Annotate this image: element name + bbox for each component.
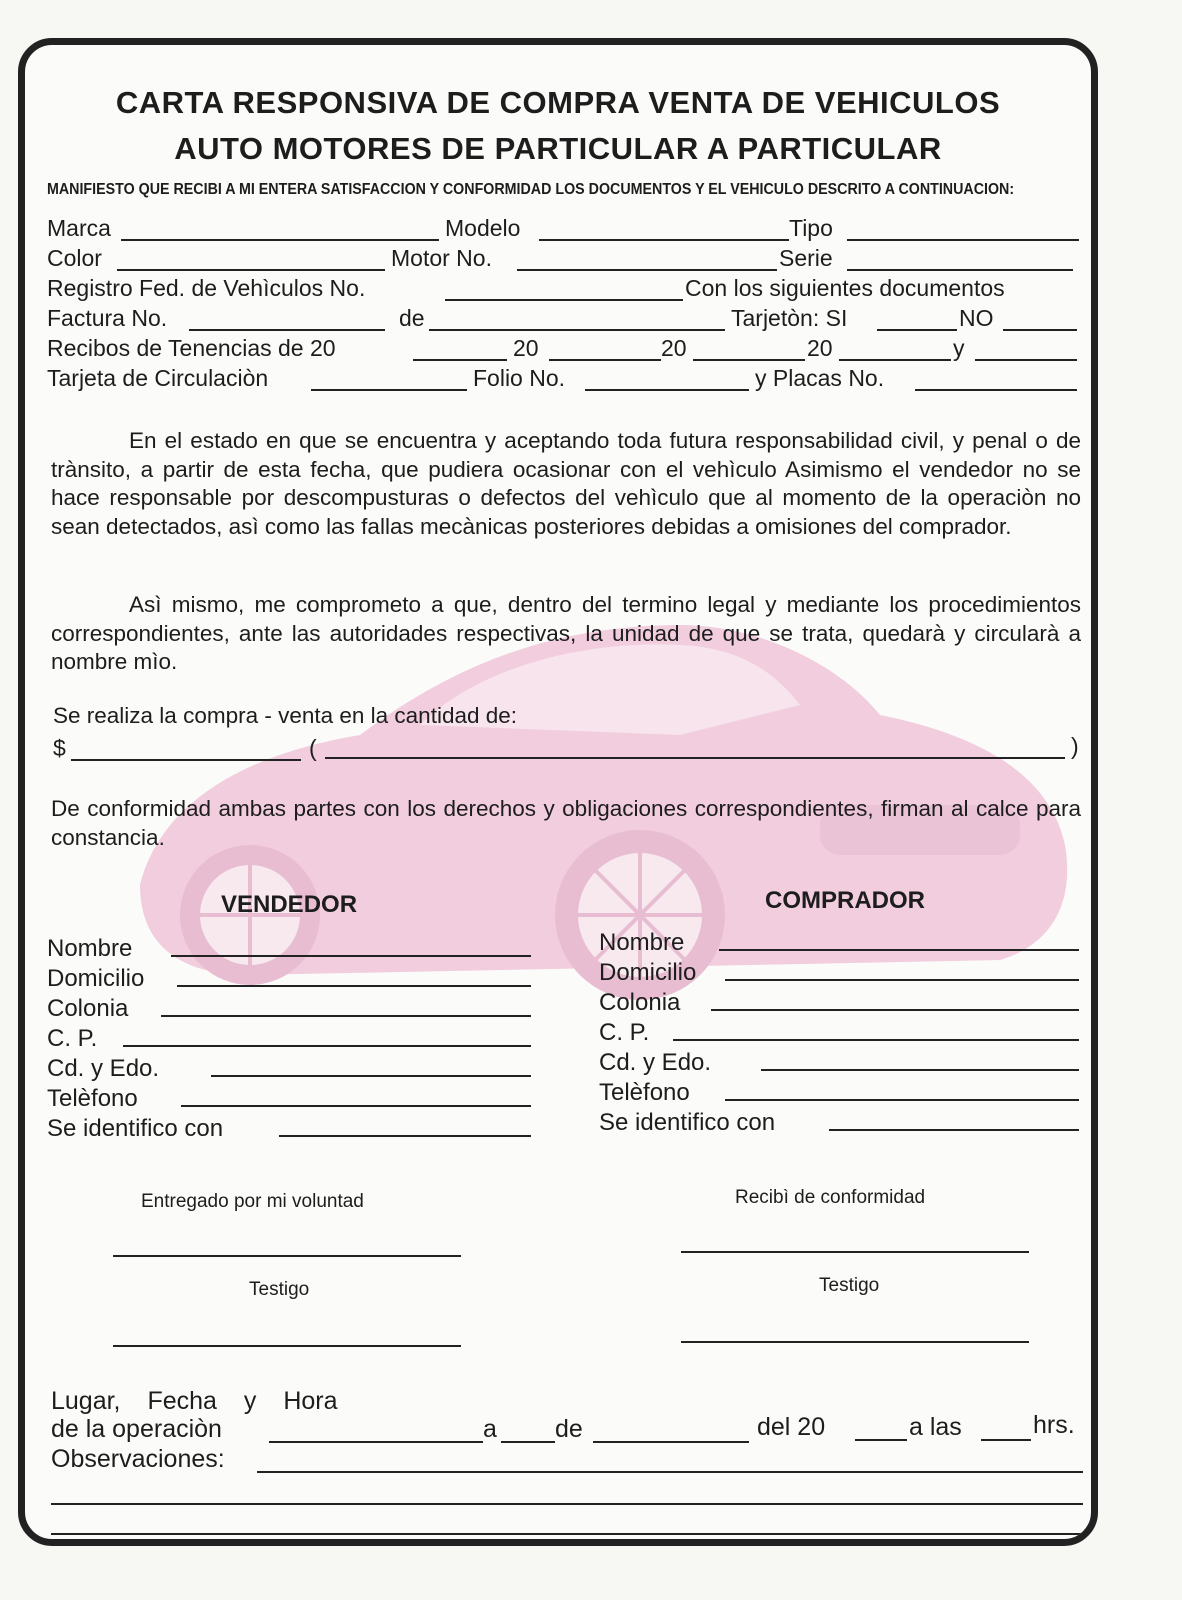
comprador-nombre-label: Nombre: [599, 929, 685, 956]
factura-label: Factura No.: [47, 305, 168, 331]
lugar-fecha-label: Lugar, Fecha y Hora: [51, 1387, 338, 1415]
tipo-label: Tipo: [789, 215, 833, 241]
observaciones-line-3[interactable]: [51, 1533, 1083, 1535]
open-paren: (: [309, 735, 317, 761]
tarjeton-si-field[interactable]: [877, 329, 957, 331]
tenencia-y-label: y: [953, 335, 965, 361]
observaciones-line-2[interactable]: [51, 1503, 1083, 1505]
comprador-signature-line[interactable]: [681, 1251, 1029, 1253]
vehicle-row-3: [47, 275, 1077, 305]
factura-de-label: de: [399, 305, 425, 331]
hora-label: a las: [909, 1413, 962, 1441]
vendedor-cp-field[interactable]: [123, 1045, 531, 1047]
comprador-identificacion-field[interactable]: [829, 1129, 1079, 1131]
document-subtitle-title: AUTO MOTORES DE PARTICULAR A PARTICULAR: [174, 131, 942, 166]
folio-field[interactable]: [585, 389, 749, 391]
motor-label: Motor No.: [391, 245, 492, 271]
commitment-paragraph: Asì mismo, me comprometo a que, dentro del termino legal y mediante los procedimientos correspondientes, ante las autoridades respectivas, la unidad de que se trata, quedarà y circularà a nombre mìo.: [51, 592, 1081, 674]
placas-label: y Placas No.: [755, 365, 885, 391]
comprador-ciudad-field[interactable]: [761, 1069, 1079, 1071]
dollar-sign: $: [53, 735, 66, 761]
vendedor-cp-label: C. P.: [47, 1025, 98, 1052]
comprador-cp-label: C. P.: [599, 1019, 650, 1046]
comprador-colonia-field[interactable]: [711, 1009, 1079, 1011]
vendedor-telefono-field[interactable]: [181, 1105, 531, 1107]
vendedor-heading: VENDEDOR: [221, 891, 358, 918]
modelo-label: Modelo: [445, 215, 521, 241]
vendedor-identificacion-field[interactable]: [279, 1135, 531, 1137]
modelo-field[interactable]: [539, 239, 789, 241]
vendedor-signature-label: Entregado por mi voluntad: [141, 1191, 364, 1212]
folio-label: Folio No.: [473, 365, 566, 391]
conformity-paragraph: De conformidad ambas partes con los derechos y obligaciones correspondientes, firman al calce para constancia.: [51, 796, 1081, 850]
registro-label: Registro Fed. de Vehìculos No.: [47, 275, 366, 301]
anio-field[interactable]: [855, 1439, 907, 1441]
comprador-heading: COMPRADOR: [765, 887, 925, 914]
operacion-label: de la operaciòn: [51, 1415, 222, 1443]
tipo-field[interactable]: [847, 239, 1079, 241]
comprador-telefono-field[interactable]: [725, 1099, 1079, 1101]
vendedor-domicilio-field[interactable]: [177, 985, 531, 987]
tenencia-4-field[interactable]: [839, 359, 951, 361]
comprador-colonia-label: Colonia: [599, 989, 681, 1016]
vehicle-row-1: [47, 215, 1077, 245]
observaciones-line-1[interactable]: [257, 1471, 1083, 1473]
vendedor-nombre-field[interactable]: [171, 955, 531, 957]
tarjeton-no-label: NO: [959, 305, 994, 331]
vendedor-nombre-label: Nombre: [47, 935, 133, 962]
color-field[interactable]: [117, 269, 385, 271]
comprador-domicilio-field[interactable]: [725, 979, 1079, 981]
vendedor-ciudad-field[interactable]: [211, 1075, 531, 1077]
tenencia-20-label-4: 20: [807, 335, 833, 361]
vendedor-domicilio-label: Domicilio: [47, 965, 145, 992]
tenencia-20-label-3: 20: [661, 335, 687, 361]
vehicle-row-2: [47, 245, 1077, 275]
tenencia-2-field[interactable]: [549, 359, 661, 361]
tenencia-3-field[interactable]: [693, 359, 805, 361]
close-paren: ): [1071, 733, 1079, 759]
serie-label: Serie: [779, 245, 833, 271]
color-label: Color: [47, 245, 102, 271]
vehicle-row-5: [47, 335, 1077, 365]
registro-field[interactable]: [445, 299, 683, 301]
vendedor-telefono-label: Telèfono: [47, 1085, 138, 1112]
tenencia-1-field[interactable]: [413, 359, 507, 361]
vehicle-row-6: [47, 365, 1077, 395]
document-title: CARTA RESPONSIVA DE COMPRA VENTA DE VEHICULOS: [115, 85, 1001, 120]
vendedor-witness-label: Testigo: [249, 1279, 310, 1300]
comprador-ciudad-label: Cd. y Edo.: [599, 1049, 712, 1076]
comprador-nombre-field[interactable]: [719, 949, 1079, 951]
motor-field[interactable]: [517, 269, 777, 271]
tarjeton-no-field[interactable]: [1003, 329, 1077, 331]
tenencia-20-label-2: 20: [513, 335, 539, 361]
comprador-domicilio-label: Domicilio: [599, 959, 697, 986]
observaciones-label: Observaciones:: [51, 1445, 225, 1473]
tarjeta-field[interactable]: [311, 389, 467, 391]
vendedor-identificacion-label: Se identifico con: [47, 1115, 224, 1142]
tarjeta-label: Tarjeta de Circulaciòn: [47, 365, 269, 391]
tarjeton-label: Tarjetòn: SI: [731, 305, 848, 331]
vendedor-signature-line[interactable]: [113, 1255, 461, 1257]
placas-field[interactable]: [915, 389, 1077, 391]
factura-de-field[interactable]: [429, 329, 725, 331]
cantidad-label: Se realiza la compra - venta en la cantidad de:: [53, 703, 518, 728]
amount-field[interactable]: [71, 759, 301, 761]
marca-field[interactable]: [121, 239, 439, 241]
comprador-identificacion-label: Se identifico con: [599, 1109, 776, 1136]
vendedor-colonia-label: Colonia: [47, 995, 129, 1022]
amount-words-field[interactable]: [325, 757, 1065, 759]
factura-field[interactable]: [189, 329, 385, 331]
declaration-text: MANIFIESTO QUE RECIBI A MI ENTERA SATISFACCION Y CONFORMIDAD LOS DOCUMENTOS Y EL VEHICULO DESCRITO A CONTINUACION:: [47, 181, 1015, 198]
dia-field[interactable]: [501, 1441, 555, 1443]
hrs-label: hrs.: [1033, 1411, 1075, 1439]
fecha-de-label: de: [555, 1415, 583, 1443]
mes-field[interactable]: [593, 1441, 749, 1443]
document-frame: [18, 38, 1098, 1546]
comprador-telefono-label: Telèfono: [599, 1079, 690, 1106]
vendedor-ciudad-label: Cd. y Edo.: [47, 1055, 160, 1082]
lugar-field[interactable]: [269, 1441, 483, 1443]
documentos-label: Con los siguientes documentos: [685, 275, 1005, 301]
vendedor-colonia-field[interactable]: [161, 1015, 531, 1017]
comprador-witness-line[interactable]: [681, 1341, 1029, 1343]
tenencia-5-field[interactable]: [975, 359, 1077, 361]
comprador-witness-label: Testigo: [819, 1275, 880, 1296]
marca-label: Marca: [47, 215, 111, 241]
hora-field[interactable]: [981, 1439, 1031, 1441]
comprador-signature-label: Recibì de conformidad: [735, 1187, 926, 1208]
serie-field[interactable]: [847, 269, 1073, 271]
anio-label: del 20: [757, 1413, 826, 1441]
responsibility-paragraph: En el estado en que se encuentra y aceptando toda futura responsabilidad civil, y penal o de trànsito, a partir de esta fecha, que pudiera ocasionar con el vehìculo Asimismo el vendedor no se hace responsable por descompusturas o defectos del vehìculo que al momento de la operaciòn no sean detectados, asì como las fallas mecànicas posteriores debidas a omisiones del comprador.: [51, 428, 1081, 539]
recibos-label: Recibos de Tenencias de 20: [47, 335, 336, 361]
comprador-cp-field[interactable]: [673, 1039, 1079, 1041]
vehicle-row-4: [47, 305, 1077, 335]
vendedor-witness-line[interactable]: [113, 1345, 461, 1347]
fecha-a-label: a: [483, 1415, 497, 1443]
